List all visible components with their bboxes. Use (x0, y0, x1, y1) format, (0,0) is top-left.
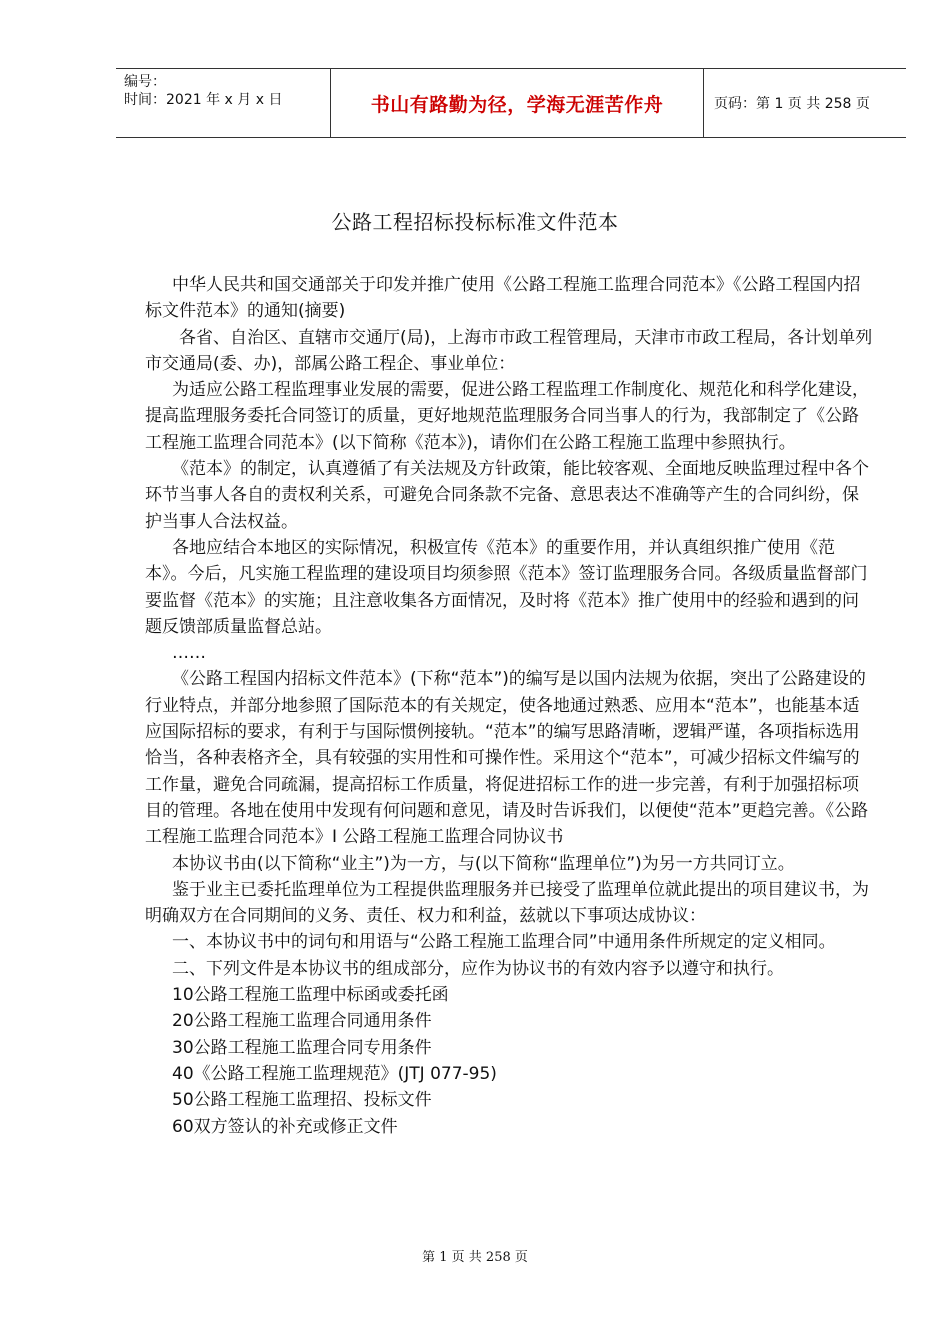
paragraph: 《公路工程国内招标文件范本》(下称“范本”)的编写是以国内法规为依据，突出了公路建设的行业特点，并部分地参照了国际范本的有关规定，使各地通过熟悉、应用本“范本”，也能基本适应国际招标的要求，有利于与国际惯例接轨。“范本”的编写思路清晰，逻辑严谨，各项指标选用恰当，各种表格齐全，具有较强的实用性和可操作性。采用这个“范本”，可减少招标文件编写的工作量，避免合同疏漏，提高招标工作质量，将促进招标工作的进一步完善，有利于加强招标项目的管理。各地在使用中发现有何问题和意见，请及时告诉我们，以便使“范本”更趋完善。《公路工程施工监理合同范本》I 公路工程施工监理合同协议书 (145, 669, 869, 848)
header-meta (116, 69, 331, 137)
header-page-info: 页码：第 1 页 共 258 页 (714, 96, 870, 112)
time-label: 时间：2021 年 x 月 x 日 (124, 92, 283, 108)
number-label: 编号： (124, 74, 166, 90)
paragraph: 各地应结合本地区的实际情况，积极宣传《范本》的重要作用，并认真组织推广使用《范本》。今后，凡实施工程监理的建设项目均须参照《范本》签订监理服务合同。各级质量监督部门要监督《范本》的实施；且注意收集各方面情况，及时将《范本》推广使用中的经验和遇到的问题反馈部质量监督总站。 (145, 537, 868, 637)
paragraph: 《范本》的制定，认真遵循了有关法规及方针政策，能比较客观、全面地反映监理过程中各个环节当事人各自的责权利关系，可避免合同条款不完备、意思表达不准确等产生的合同纠纷，保护当事人合法权益。 (145, 459, 869, 532)
paragraph: …… (172, 643, 206, 664)
list-item: 60双方签认的补充或修正文件 (172, 1116, 398, 1137)
document-body (145, 272, 875, 1140)
list-item: 50公路工程施工监理招、投标文件 (172, 1090, 432, 1111)
document-title: 公路工程招标投标标准文件范本 (331, 210, 619, 234)
page-footer: 第 1 页 共 258 页 (422, 1250, 528, 1265)
list-item: 40《公路工程施工监理规范》(JTJ 077-95) (172, 1063, 497, 1084)
list-item: 10公路工程施工监理中标函或委托函 (172, 985, 449, 1006)
list-item: 30公路工程施工监理合同专用条件 (172, 1037, 432, 1058)
page-header (116, 68, 906, 138)
paragraph: 鉴于业主已委托监理单位为工程提供监理服务并已接受了监理单位就此提出的项目建议书，为明确双方在合同期间的义务、责任、权力和利益，兹就以下事项达成协议： (145, 879, 869, 927)
header-motto: 书山有路勤为径，学海无涯苦作舟 (331, 69, 704, 137)
paragraph: 本协议书由(以下简称“业主”)为一方，与(以下简称“监理单位”)为另一方共同订立。 (172, 853, 795, 874)
paragraph: 为适应公路工程监理事业发展的需要，促进公路工程监理工作制度化、规范化和科学化建设，提高监理服务委托合同签订的质量，更好地规范监理服务合同当事人的行为，我部制定了《公路工程施工监理合同范本》(以下简称《范本》)，请你们在公路工程施工监理中参照执行。 (145, 380, 869, 453)
paragraph: 中华人民共和国交通部关于印发并推广使用《公路工程施工监理合同范本》《公路工程国内招标文件范本》的通知(摘要) (145, 275, 861, 322)
paragraph: 二、下列文件是本协议书的组成部分，应作为协议书的有效内容予以遵守和执行。 (172, 958, 784, 979)
list-item: 20公路工程施工监理合同通用条件 (172, 1011, 432, 1032)
paragraph: 一、本协议书中的词句和用语与“公路工程施工监理合同”中通用条件所规定的定义相同。 (172, 932, 836, 953)
paragraph: 各省、自治区、直辖市交通厅(局)，上海市市政工程管理局，天津市市政工程局，各计划单列市交通局(委、办)，部属公路工程企、事业单位： (145, 327, 873, 374)
